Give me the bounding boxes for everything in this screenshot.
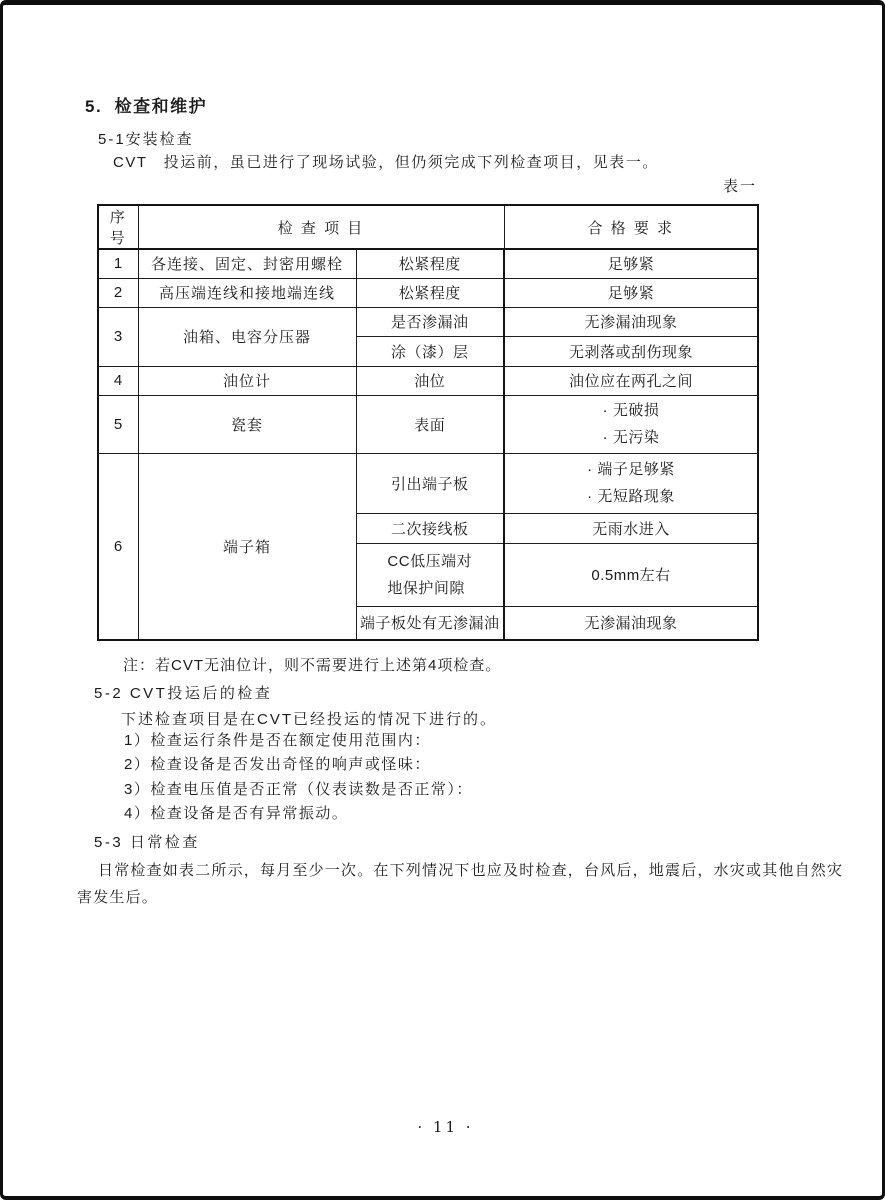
item-cell: 各连接、固定、封密用螺栓 — [138, 249, 356, 278]
section-5-1-title: 5-1安装检查 — [98, 131, 194, 148]
check-point-cell: 端子板处有无渗漏油 — [356, 606, 504, 640]
requirement-cell: 无渗漏油现象 — [504, 307, 758, 336]
item-cell: 高压端连线和接地端连线 — [138, 278, 356, 307]
section-5-title: 5. 检查和维护 — [85, 97, 208, 116]
post-commission-checklist — [124, 731, 473, 829]
item-cell: 端子箱 — [138, 453, 356, 640]
requirement-cell: 油位应在两孔之间 — [504, 366, 758, 395]
check-point-cell: 油位 — [356, 366, 504, 395]
row-number-cell: 2 — [98, 278, 138, 307]
row-number-cell: 6 — [98, 453, 138, 640]
table-row — [98, 249, 758, 278]
table-body — [98, 249, 758, 640]
requirement-cell: 无雨水进入 — [504, 513, 758, 543]
list-item: 2）检查设备是否发出奇怪的响声或怪味： — [124, 756, 431, 774]
section-5-2-title: 5-2 CVT投运后的检查 — [94, 685, 273, 702]
table-header-row — [98, 205, 758, 249]
check-point-cell: 松紧程度 — [356, 249, 504, 278]
header-no: 序号 — [98, 205, 138, 249]
check-point-cell: 松紧程度 — [356, 278, 504, 307]
item-cell: 油位计 — [138, 366, 356, 395]
inspection-table — [97, 204, 759, 641]
section-5-2-intro: 下述检查项目是在CVT已经投运的情况下进行的。 — [121, 711, 498, 728]
table-caption: 表一 — [722, 178, 757, 195]
requirement-cell: 无剥落或刮伤现象 — [504, 336, 758, 366]
table-row — [98, 278, 758, 307]
requirement-cell: 无渗漏油现象 — [504, 606, 758, 640]
section-5-3-title: 5-3 日常检查 — [94, 834, 200, 851]
list-item: 4）检查设备是否有异常振动。 — [124, 805, 349, 823]
check-point-cell: CC低压端对 地保护间隙 — [356, 543, 504, 606]
row-number-cell: 1 — [98, 249, 138, 278]
row-number-cell: 4 — [98, 366, 138, 395]
item-cell: 瓷套 — [138, 395, 356, 453]
check-point-cell: 引出端子板 — [356, 453, 504, 513]
requirement-cell: 足够紧 — [504, 278, 758, 307]
table-row — [98, 366, 758, 395]
requirement-cell: 0.5mm左右 — [504, 543, 758, 606]
check-point-cell: 是否渗漏油 — [356, 307, 504, 336]
inspection-table-container — [97, 204, 759, 641]
row-number-cell: 5 — [98, 395, 138, 453]
requirement-cell: · 端子足够紧 · 无短路现象 — [504, 453, 758, 513]
item-cell: 油箱、电容分压器 — [138, 307, 356, 366]
check-point-cell: 涂（漆）层 — [356, 336, 504, 366]
check-point-cell: 二次接线板 — [356, 513, 504, 543]
list-item: 3）检查电压值是否正常（仪表读数是否正常）： — [124, 780, 473, 798]
table-row — [98, 453, 758, 513]
table-row — [98, 307, 758, 336]
check-point-cell: 表面 — [356, 395, 504, 453]
page-number: · 11 · — [417, 1118, 474, 1136]
requirement-cell: · 无破损 · 无污染 — [504, 395, 758, 453]
row-number-cell: 3 — [98, 307, 138, 366]
section-5-3-body: 日常检查如表二所示，每月至少一次。在下列情况下也应及时检查，台风后，地震后，水灾或其他自然灾害发生后。 — [77, 862, 844, 906]
list-item: 1）检查运行条件是否在额定使用范围内： — [124, 732, 431, 749]
table-note: 注：若CVT无油位计，则不需要进行上述第4项检查。 — [123, 657, 502, 674]
requirement-cell: 足够紧 — [504, 249, 758, 278]
table-row — [98, 395, 758, 453]
header-item: 检 查 项 目 — [138, 205, 504, 249]
section-5-1-intro: CVT 投运前，虽已进行了现场试验，但仍须完成下列检查项目，见表一。 — [113, 154, 659, 171]
header-requirement: 合 格 要 求 — [504, 205, 758, 249]
